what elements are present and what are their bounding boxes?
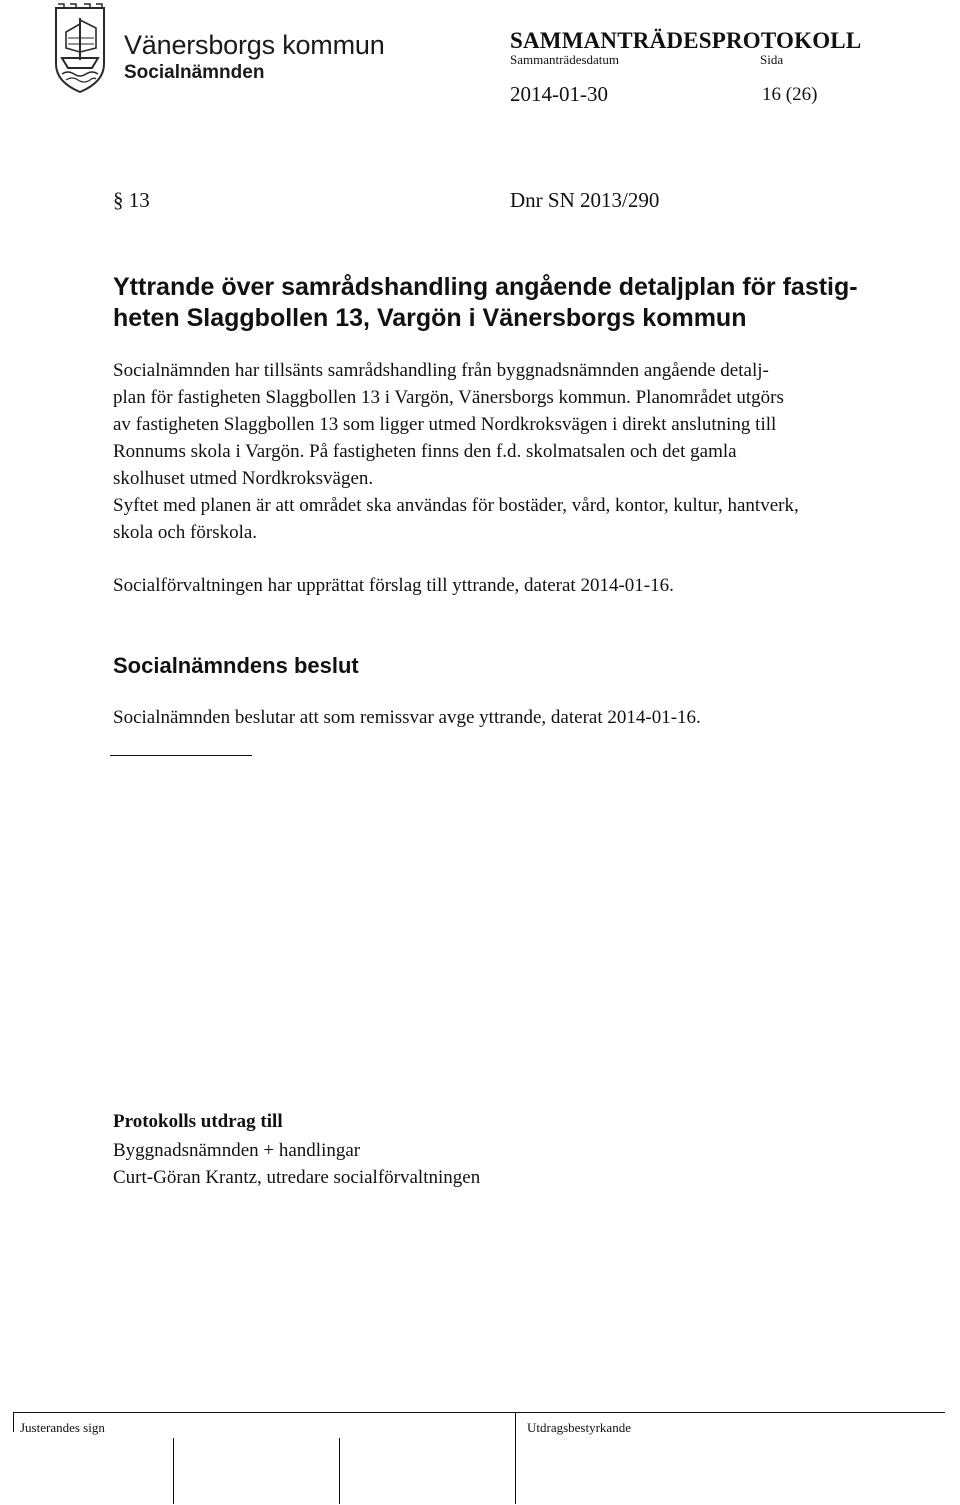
footer-column-divider [515,1412,516,1504]
document-type: SAMMANTRÄDESPROTOKOLL [510,28,862,53]
decision-divider [110,755,252,756]
decision-heading: Socialnämndens beslut [113,653,359,678]
decision-text: Socialnämnden beslutar att som remissvar avge yttrande, daterat 2014-01-16. [113,707,701,728]
organization-name: Vänersborgs kommun [124,30,385,60]
excerpt-recipient: Byggnadsnämnden + handlingar [113,1140,361,1161]
footer-left-edge [13,1412,14,1432]
paragraph-number-value: 13 [128,188,150,212]
excerpt-heading: Protokolls utdrag till [113,1111,283,1132]
item-title-line: Yttrande över samrådshandling angående detaljplan för fastig- [113,273,858,301]
excerpt-recipient: Curt-Göran Krantz, utredare socialförvaltningen [113,1167,481,1188]
body-line: Socialnämnden har tillsänts samrådshandling från byggnadsnämnden angående detalj- [113,360,769,381]
page-number: 16 (26) [762,84,818,105]
footer-divider [13,1412,945,1413]
body-line: Ronnums skola i Vargön. På fastigheten finns den f.d. skolmatsalen och det gamla [113,441,737,462]
paragraph-number: § 13 [113,188,150,212]
item-body [113,357,960,546]
signature-box-divider [339,1438,340,1504]
body-line: av fastigheten Slaggbollen 13 som ligger utmed Nordkroksvägen i direkt anslutning till [113,414,777,435]
prepared-note: Socialförvaltningen har upprättat förslag till yttrande, daterat 2014-01-16. [113,575,674,596]
signature-box-divider [173,1438,174,1504]
meeting-date-label: Sammanträdesdatum [510,52,620,67]
body-line: plan för fastigheten Slaggbollen 13 i Vargön, Vänersborgs kommun. Planområdet utgörs [113,387,784,408]
ship-emblem-icon [52,2,108,94]
meeting-date: 2014-01-30 [510,82,608,106]
signature-label: Justerandes sign [20,1420,105,1435]
case-number: Dnr SN 2013/290 [510,188,660,212]
excerpt-recipients [113,1137,480,1191]
body-line: Syftet med planen är att området ska användas för bostäder, vård, kontor, kultur, hantverk, [113,495,799,516]
body-line: skolhuset utmed Nordkroksvägen. [113,468,374,489]
item-title [113,272,933,334]
item-title-line: heten Slaggbollen 13, Vargön i Vänersborgs kommun [113,304,747,332]
body-line: skola och förskola. [113,522,258,543]
organization-unit: Socialnämnden [124,62,265,83]
page-label: Sida [760,52,784,67]
extract-certification-label: Utdragsbestyrkande [527,1420,631,1435]
